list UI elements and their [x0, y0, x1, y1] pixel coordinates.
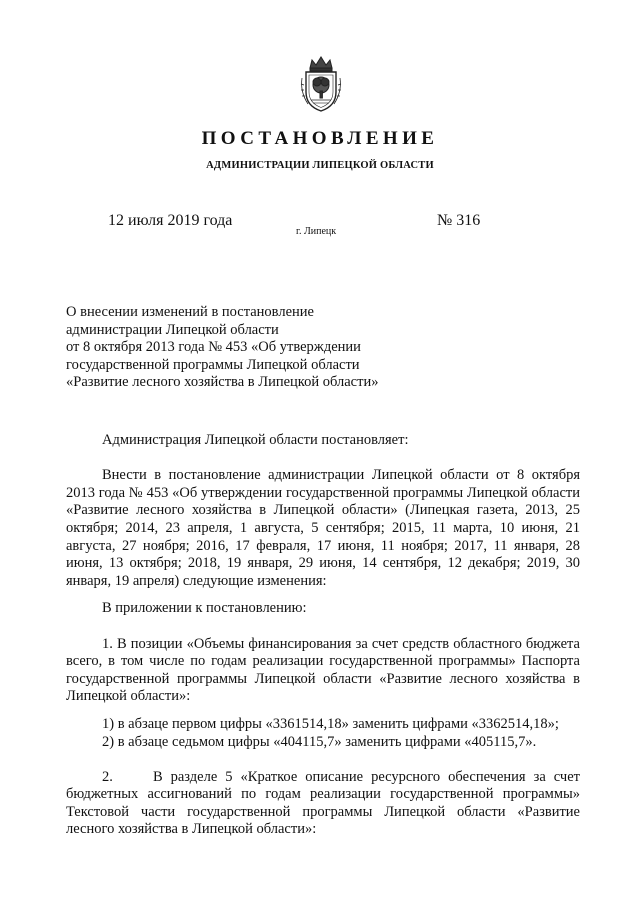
decree-date: 12 июля 2019 года: [108, 212, 233, 229]
subject-line: от 8 октября 2013 года № 453 «Об утверждении: [66, 339, 361, 356]
subject-line: О внесении изменений в постановление: [66, 304, 314, 320]
subject-line: «Развитие лесного хозяйства в Липецкой области»: [66, 374, 379, 391]
item-1-subitem-1: 1) в абзаце первом цифры «3361514,18» заменить цифрами «3362514,18»;: [102, 715, 559, 732]
subject-line: администрации Липецкой области: [66, 321, 279, 338]
preamble-paragraph: Администрация Липецкой области постановляет:: [102, 432, 409, 448]
decree-body: [66, 432, 584, 839]
annex-intro-paragraph: В приложении к постановлению:: [102, 600, 307, 617]
item-1-paragraph: 1. В позиции «Объемы финансирования за счет средств областного бюджета всего, в том числе по годам реализации государственной программы» Паспорта государственной программы Липецкой области «Развитие лесного хозяйства в Липецкой области»:: [66, 635, 580, 705]
decree-subject: [66, 304, 466, 392]
intro-paragraph: Внести в постановление администрации Липецкой области от 8 октября 2013 года № 453 «Об утверждении государственной программы Липецкой области «Развитие лесного хозяйства в Липецкой области» (Липецкая газета, 2013, 25 октября; 2014, 23 апреля, 1 августа, 5 сентября; 2015, 11 марта, 10 июня, 21 августа, 27 ноября; 2016, 17 февраля, 17 июня, 11 ноября; 2017, 11 января, 28 июня, 13 октября; 2018, 19 января, 29 июня, 14 сентября, 12 декабря; 2019, 30 января, 19 апреля) следующие изменения:: [66, 467, 580, 589]
item-1-subitem-2: 2) в абзаце седьмом цифры «404115,7» заменить цифрами «405115,7».: [102, 733, 537, 750]
item-2-paragraph: 2. В разделе 5 «Краткое описание ресурсного обеспечения за счет бюджетных ассигнований по годам реализации государственной программы» Текстовой части государственной программы Липецкой области «Развитие лесного хозяйства в Липецкой области»:: [66, 768, 584, 838]
decree-city: г. Липецк: [296, 226, 337, 237]
document-subtitle: АДМИНИСТРАЦИИ ЛИПЕЦКОЙ ОБЛАСТИ: [206, 160, 434, 171]
coat-of-arms-icon: [298, 54, 344, 114]
decree-number: № 316: [437, 212, 481, 229]
subject-line: государственной программы Липецкой области: [66, 356, 360, 373]
document-title: ПОСТАНОВЛЕНИЕ: [201, 128, 439, 149]
